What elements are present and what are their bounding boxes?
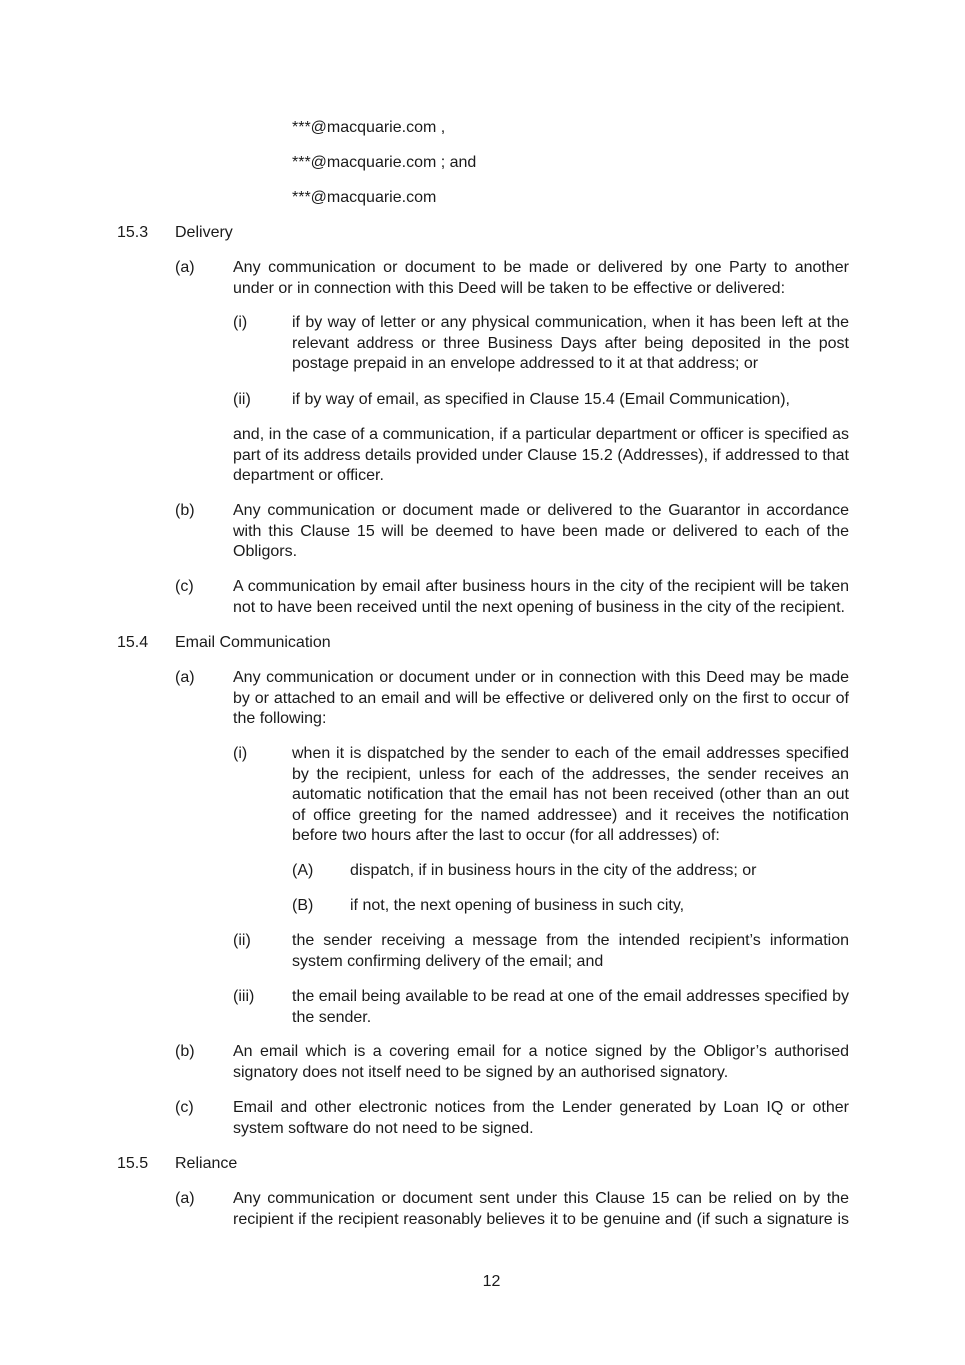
email-address-1: ***@macquarie.com ,: [292, 119, 446, 136]
paragraph-label: (a): [175, 259, 195, 276]
paragraph-label: (b): [175, 1043, 195, 1060]
subparagraph-label: (ii): [233, 391, 251, 408]
paragraph-label: (c): [175, 1099, 194, 1116]
clause-number: 15.4: [117, 634, 149, 651]
clause-heading: Reliance: [175, 1155, 238, 1172]
paragraph-label: (b): [175, 502, 195, 519]
paragraph-text: An email which is a covering email for a notice signed by the Obligor’s authorised signatory does not itself need to be signed by an authorised signatory.: [233, 1043, 849, 1081]
paragraph-continuation: and, in the case of a communication, if a particular department or officer is specified as part of its address details provided under Clause 15.2 (Addresses), if addressed to that department or officer.: [233, 426, 849, 485]
subparagraph-label: (ii): [233, 932, 251, 949]
sub-subparagraph-text: if not, the next opening of business in such city,: [350, 897, 685, 914]
subparagraph-text: the email being available to be read at one of the email addresses specified by the sender.: [292, 988, 849, 1026]
paragraph-text: Email and other electronic notices from the Lender generated by Loan IQ or other system software do not need to be signed.: [233, 1099, 849, 1137]
sub-subparagraph-text: dispatch, if in business hours in the city of the address; or: [350, 862, 757, 879]
paragraph-text: Any communication or document under or in connection with this Deed may be made by or attached to an email and will be effective or delivered only on the first to occur of the following:: [233, 669, 849, 728]
subparagraph-text: when it is dispatched by the sender to each of the email addresses specified by the recipient, unless for each of the addresses, the sender receives an automatic notification that the email has not been received (other than an out of office greeting for the named addressee) and it receives the notification before two hours after the last to occur (for all addresses) of:: [292, 745, 849, 845]
email-address-3: ***@macquarie.com: [292, 189, 437, 206]
paragraph-label: (a): [175, 1190, 195, 1207]
subparagraph-text: if by way of letter or any physical communication, when it has been left at the relevant address or three Business Days after being deposited in the post postage prepaid in an envelope addressed to it at that address; or: [292, 314, 849, 373]
page-number: 12: [482, 1273, 501, 1290]
subparagraph-label: (iii): [233, 988, 255, 1005]
paragraph-text: Any communication or document made or delivered to the Guarantor in accordance with this Clause 15 will be deemed to have been made or delivered to each of the Obligors.: [233, 502, 849, 561]
paragraph-text: Any communication or document sent under this Clause 15 can be relied on by the recipient if the recipient reasonably believes it to be genuine and (if such a signature is: [233, 1190, 849, 1228]
clause-heading: Email Communication: [175, 634, 331, 651]
paragraph-label: (c): [175, 578, 194, 595]
sub-subparagraph-label: (B): [292, 897, 314, 914]
subparagraph-label: (i): [233, 314, 248, 331]
subparagraph-label: (i): [233, 745, 248, 762]
paragraph-label: (a): [175, 669, 195, 686]
paragraph-text: Any communication or document to be made or delivered by one Party to another under or in connection with this Deed will be taken to be effective or delivered:: [233, 259, 849, 297]
clause-number: 15.5: [117, 1155, 149, 1172]
paragraph-text: A communication by email after business hours in the city of the recipient will be taken not to have been received until the next opening of business in the city of the recipient.: [233, 578, 849, 616]
clause-number: 15.3: [117, 224, 149, 241]
email-address-2: ***@macquarie.com ; and: [292, 154, 477, 171]
clause-heading: Delivery: [175, 224, 233, 241]
subparagraph-text: the sender receiving a message from the intended recipient’s information system confirming delivery of the email; and: [292, 932, 849, 970]
subparagraph-text: if by way of email, as specified in Clause 15.4 (Email Communication),: [292, 391, 790, 408]
sub-subparagraph-label: (A): [292, 862, 314, 879]
